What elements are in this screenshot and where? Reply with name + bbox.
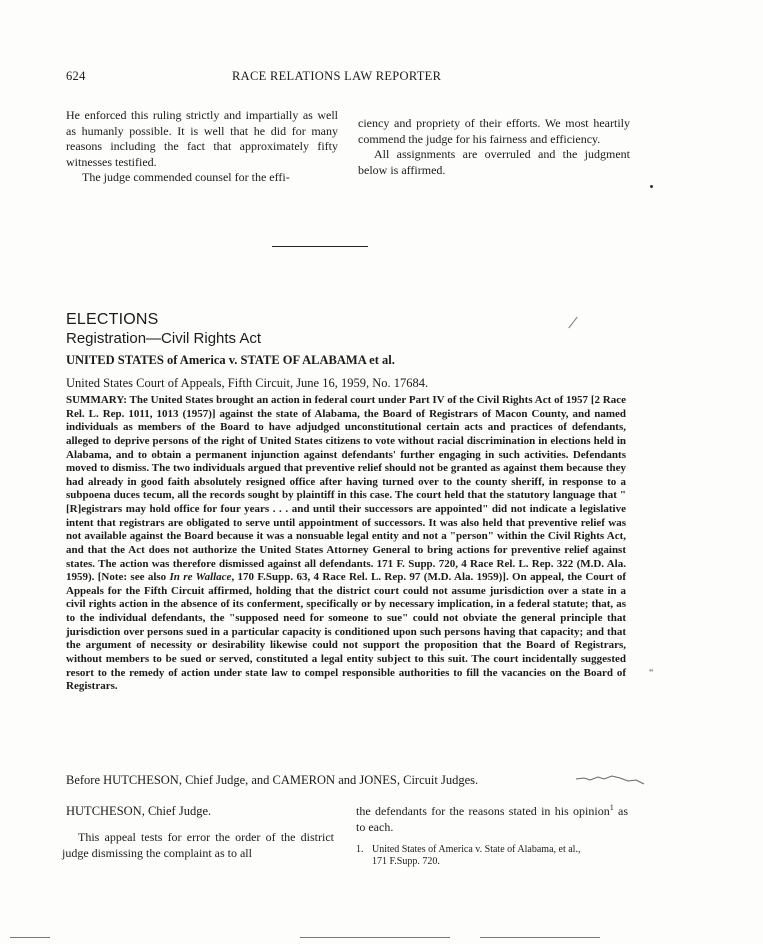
paragraph: All assignments are overruled and the judgment below is affirmed. bbox=[358, 147, 630, 177]
paragraph: This appeal tests for error the order of the district judge dismissing the complaint as to all bbox=[62, 830, 334, 860]
page-number: 624 bbox=[66, 69, 86, 83]
bench-line: Before HUTCHESON, Chief Judge, and CAMERON and JONES, Circuit Judges. bbox=[66, 773, 479, 787]
top-left-column bbox=[66, 108, 338, 186]
scan-edge-line bbox=[10, 937, 50, 938]
paragraph: He enforced this ruling strictly and impartially as well as humanly possible. It is well that he did for many reasons including the fact that approximately fifty witnesses testified. bbox=[66, 108, 338, 169]
paragraph: ciency and propriety of their efforts. We most heartily commend the judge for his fairness and efficiency. bbox=[358, 116, 630, 146]
section-divider bbox=[272, 246, 368, 247]
scan-edge-line bbox=[480, 937, 600, 938]
summary-label: SUMMARY: bbox=[66, 394, 127, 406]
footnote-reference: 1 bbox=[609, 803, 614, 812]
scan-edge-line bbox=[300, 937, 450, 938]
paragraph: the defendants for the reasons stated in his opinion$^1$ as to each. bbox=[356, 803, 629, 834]
footnote-number: 1. bbox=[356, 844, 364, 855]
summary-text-continued: , 170 F.Supp. 63, 4 Race Rel. L. Rep. 97 (M.D. Ala. 1959)]. On appeal, the Court of Appeals for the Fifth Circuit affirmed, holding that the district court could not assume jurisdiction over a state in a civil rights action in the absence of its conferment, specifically or by necessary implication, in a federal statute; that, as to the individual defendants, the "supposed need for someone to sue" could not obviate the general principle that jurisdiction over persons sued in a particular capacity is conditioned upon such persons having that capacity; and that the argument of necessity or desirability likewise could not support the proposition that the Board of Registrars, without members to be sued or served, constituted a legal entity subject to this suit. The court incidentally suggested resort to the remedy of action under state law to compel responsible authorities to fill the vacancies on the Board of Registrars. bbox=[66, 571, 626, 693]
top-right-column bbox=[358, 116, 630, 178]
footnote-citation: 171 F.Supp. 720. bbox=[372, 856, 440, 867]
handwritten-scribble bbox=[574, 772, 646, 786]
case-title: UNITED STATES of America v. STATE OF ALABAMA et al. bbox=[66, 353, 395, 367]
summary-italic-case: In re Wallace bbox=[169, 571, 232, 584]
opinion-author: HUTCHESON, Chief Judge. bbox=[66, 804, 212, 818]
margin-mark: “ bbox=[649, 668, 654, 679]
court-line: United States Court of Appeals, Fifth Circuit, June 16, 1959, No. 17684. bbox=[66, 376, 429, 390]
summary-text: The United States brought an action in federal court under Part IV of the Civil Rights Act of 1957 [2 Race Rel. L. Rep. 1011, 1013 (1957)] against the state of Alabama, the Board of Registrars of Macon County, and named individuals as members of the Board to have adjudged unconstitutional certain acts and practices of defendants, alleged to deprive persons of the right of United States citizens to vote without racial discrimination in elections held in Alabama, and to obtain a permanent injunction against defendants' further engaging in such activities. Defendants moved to dismiss. The two individuals argued that preventive relief should not be granted as against them because they had already in good faith absolutely resigned office after having turned over to the county sheriff, in response to a subpoena duces tecum, all the records sought by plaintiff in this case. The court held that the statutory language that "[R]egistrars may hold office for four years . . . and until their successors are appointed" did not indicate a legislative intent that registrars are obligated to serve until appointment of successors. It was also held that preventive relief was not available against the Board because it was a nonsuable legal entity and not a "person" within the Civil Rights Act, and that the Act does not authorize the United States Attorney General to bring actions for preventive relief against states. The action was therefore dismissed against all defendants. 171 F. Supp. 720, 4 Race Rel. L. Rep. 322 (M.D. Ala. 1959). [Note: see also bbox=[66, 394, 626, 584]
opinion-left-column bbox=[62, 830, 334, 861]
footnote bbox=[356, 844, 628, 868]
footnote-text: United States of America v. State of Alabama, et al., bbox=[372, 844, 581, 855]
paragraph: The judge commended counsel for the effi- bbox=[82, 170, 290, 184]
case-summary bbox=[66, 394, 626, 694]
section-subtitle: Registration—Civil Rights Act bbox=[66, 330, 262, 347]
opinion-right-column bbox=[356, 804, 628, 835]
running-title: RACE RELATIONS LAW REPORTER bbox=[232, 69, 442, 83]
pen-stroke-mark bbox=[568, 317, 577, 329]
section-title: ELECTIONS bbox=[66, 311, 159, 328]
scan-speck bbox=[650, 185, 653, 188]
